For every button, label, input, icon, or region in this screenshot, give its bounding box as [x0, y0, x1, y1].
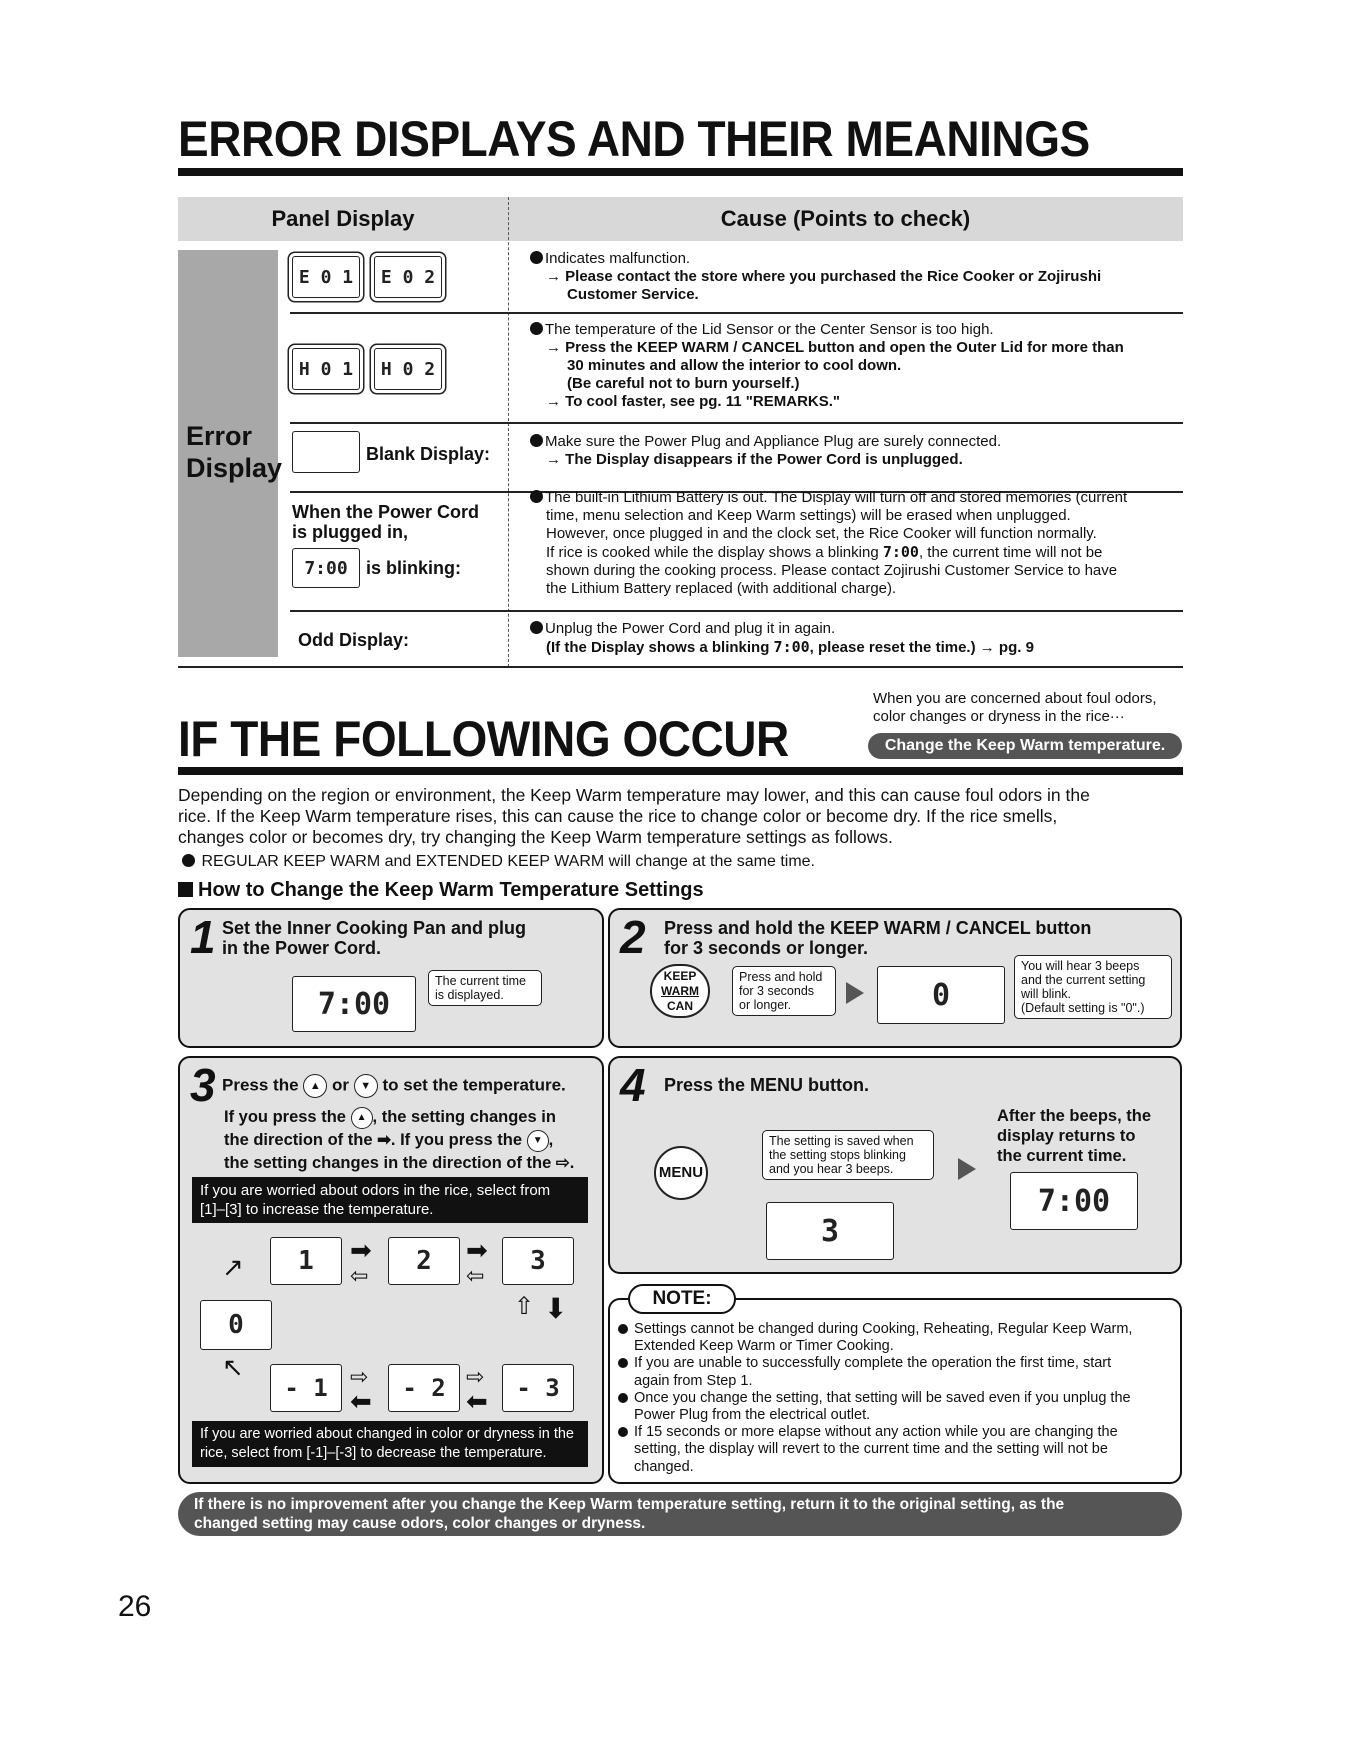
temp-value-neg1: - 1 [270, 1364, 342, 1412]
step-2-title: Press and hold the KEEP WARM / CANCEL button for 3 seconds or longer. [664, 918, 1092, 958]
arrow-2-to-3-icon: ➡ ⇦ [466, 1235, 488, 1288]
change-temp-pill: Change the Keep Warm temperature. [868, 733, 1182, 759]
error-code-e02: E 0 2 [374, 256, 442, 298]
step-4-lcd: 3 [766, 1202, 894, 1260]
up-inline-icon: ▲ [351, 1107, 373, 1129]
step-2-hold-callout: Press and hold for 3 seconds or longer. [732, 966, 836, 1016]
arrow-1-to-2-icon: ➡ ⇦ [350, 1235, 372, 1288]
menu-button[interactable]: MENU [654, 1146, 708, 1200]
error-section-title: ERROR DISPLAYS AND THEIR MEANINGS [178, 111, 1090, 167]
step-3-number: 3 [190, 1059, 216, 1111]
step-3-title: Press the ▲ or ▼ to set the temperature. [222, 1074, 566, 1098]
down-button-icon[interactable]: ▼ [354, 1074, 378, 1098]
bottom-banner: If there is no improvement after you change the Keep Warm temperature setting, return it to the original setting, as the changed setting may cause odors, color changes or dryness. [178, 1492, 1182, 1536]
step-1-number: 1 [190, 911, 216, 963]
temp-value-3: 3 [502, 1237, 574, 1285]
step-4-number: 4 [620, 1059, 646, 1111]
note-label: NOTE: [628, 1284, 736, 1314]
arrow-down-icon: ⬇ [544, 1293, 568, 1324]
blinking-label: is blinking: [366, 558, 462, 578]
column-divider [508, 197, 509, 667]
row5-cause: Unplug the Power Cord and plug it in again. (If the Display shows a blinking 7:00, please reset the time.) → pg. 9 [530, 620, 1034, 657]
error-code-e01: E 0 1 [292, 256, 360, 298]
row4-cause: The built-in Lithium Battery is out. The Display will turn off and stored memories (current time, menu selection and Keep Warm settings) will be erased when unplugged. However, once plugged in and the clock set, the Rice Cooker will function normally. If rice is cooked while the display shows a blinking 7:00, the current time will not be shown during the cooking process. Please contact Zojirushi Customer Service to have the Lithium Battery replaced (with additional charge). [530, 489, 1127, 598]
row3-cause: Make sure the Power Plug and Appliance Plug are surely connected. → The Display disappears if the Power Cord is unplugged. [530, 433, 1001, 469]
step-1-callout: The current time is displayed. [428, 970, 542, 1006]
row-sep-2 [290, 422, 1183, 424]
right-filled-arrow-icon: ➡ [377, 1131, 391, 1149]
error-code-h01: H 0 1 [292, 348, 360, 390]
step-2-beep-callout: You will hear 3 beeps and the current setting will blink. (Default setting is "0".) [1014, 955, 1172, 1019]
step-1-title: Set the Inner Cooking Pan and plug in the Power Cord. [222, 918, 527, 958]
arrow-neg1-to-neg2-icon: ⇨ ⬅ [350, 1364, 372, 1416]
keep-warm-cancel-button[interactable]: KEEP WARM CAN [650, 964, 710, 1018]
col-cause: Cause (Points to check) [720, 206, 971, 231]
blank-display-label: Blank Display: [366, 444, 491, 464]
row-sep-4 [290, 610, 1183, 612]
arrow-neg2-to-neg3-icon: ⇨ ⬅ [466, 1364, 488, 1416]
right-outline-arrow-icon: ⇨ [555, 1154, 570, 1172]
up-button-icon[interactable]: ▲ [303, 1074, 327, 1098]
col-panel-display: Panel Display [271, 206, 415, 231]
step-4-arrow-icon [958, 1158, 976, 1180]
note-list: Settings cannot be changed during Cooking, Reheating, Regular Keep Warm, Extended Keep Warm or Timer Cooking. If you are unable to successfully complete the operation the first time, start again from Step 1. Once you change the setting, that setting will be saved even if you unplug the Power Plug from the electrical outlet. If 15 seconds or more elapse without any action while you are changing the setting, the display will revert to the current time and the setting will not be changed. [618, 1321, 1132, 1476]
down-inline-icon: ▼ [527, 1130, 549, 1152]
error-code-h02: H 0 2 [374, 348, 442, 390]
temp-value-1: 1 [270, 1237, 342, 1285]
step-2-arrow-icon [846, 982, 864, 1004]
title-rule [178, 168, 1183, 176]
temp-value-neg2: - 2 [388, 1364, 460, 1412]
step-4-callout: The setting is saved when the setting stops blinking and you hear 3 beeps. [762, 1130, 934, 1180]
power-cord-label: When the Power Cord is plugged in, [292, 502, 480, 542]
temp-value-neg3: - 3 [502, 1364, 574, 1412]
side-label: Error Display [186, 421, 283, 483]
step-4-time-lcd: 7:00 [1010, 1172, 1138, 1230]
occur-section-title: IF THE FOLLOWING OCCUR [178, 711, 789, 767]
row2-cause: The temperature of the Lid Sensor or the Center Sensor is too high. → Press the KEEP WARM / CANCEL button and open the Outer Lid for more than 30 minutes and allow the interior to cool down. (Be careful not to burn yourself.) → To cool faster, see pg. 11 "REMARKS." [530, 321, 1124, 411]
step-3-instructions: If you press the ▲ , the setting changes in the direction of the ➡. If you press the ▼ , the setting changes in the direction of the ⇨. [224, 1108, 575, 1172]
step-2-lcd: 0 [877, 966, 1005, 1024]
same-time-bullet: REGULAR KEEP WARM and EXTENDED KEEP WARM will change at the same time. [182, 853, 815, 871]
arrow-0-to-1-icon: ↗ [222, 1252, 244, 1282]
step-2-number: 2 [620, 911, 646, 963]
row-sep-1 [290, 312, 1183, 314]
increase-temp-note: If you are worried about odors in the rice, select from [1]–[3] to increase the temperature. [192, 1177, 588, 1223]
table-bottom-rule [178, 666, 1183, 668]
step-1-lcd: 7:00 [292, 976, 416, 1032]
arrow-neg1-to-0-icon: ↖ [222, 1352, 244, 1382]
occur-rule [178, 767, 1183, 775]
temp-value-2: 2 [388, 1237, 460, 1285]
decrease-temp-note: If you are worried about changed in color or dryness in the rice, select from [-1]–[-3] to decrease the temperature. [192, 1421, 588, 1467]
step-4-title: Press the MENU button. [664, 1075, 870, 1095]
row1-cause: Indicates malfunction. → Please contact the store where you purchased the Rice Cooker or Zojirushi Customer Service. [530, 250, 1101, 304]
blinking-time-lcd: 7:00 [292, 548, 360, 588]
odd-display-label: Odd Display: [298, 630, 410, 650]
step-4-after-text: After the beeps, the display returns to the current time. [997, 1107, 1152, 1165]
page-number: 26 [118, 1590, 152, 1623]
intro-paragraph: Depending on the region or environment, the Keep Warm temperature may lower, and this can cause foul odors in the rice. If the Keep Warm temperature rises, this can cause the rice to change color or become dry. If the rice smells, changes color or becomes dry, try changing the Keep Warm temperature settings as follows. [178, 785, 1090, 847]
arrow-3-down-icon: ⇧ [514, 1293, 535, 1320]
concern-text: When you are concerned about foul odors, color changes or dryness in the rice··· [873, 690, 1157, 725]
blank-display-lcd [292, 431, 360, 473]
temp-value-0: 0 [200, 1300, 272, 1350]
how-to-subhead: How to Change the Keep Warm Temperature Settings [178, 879, 704, 902]
